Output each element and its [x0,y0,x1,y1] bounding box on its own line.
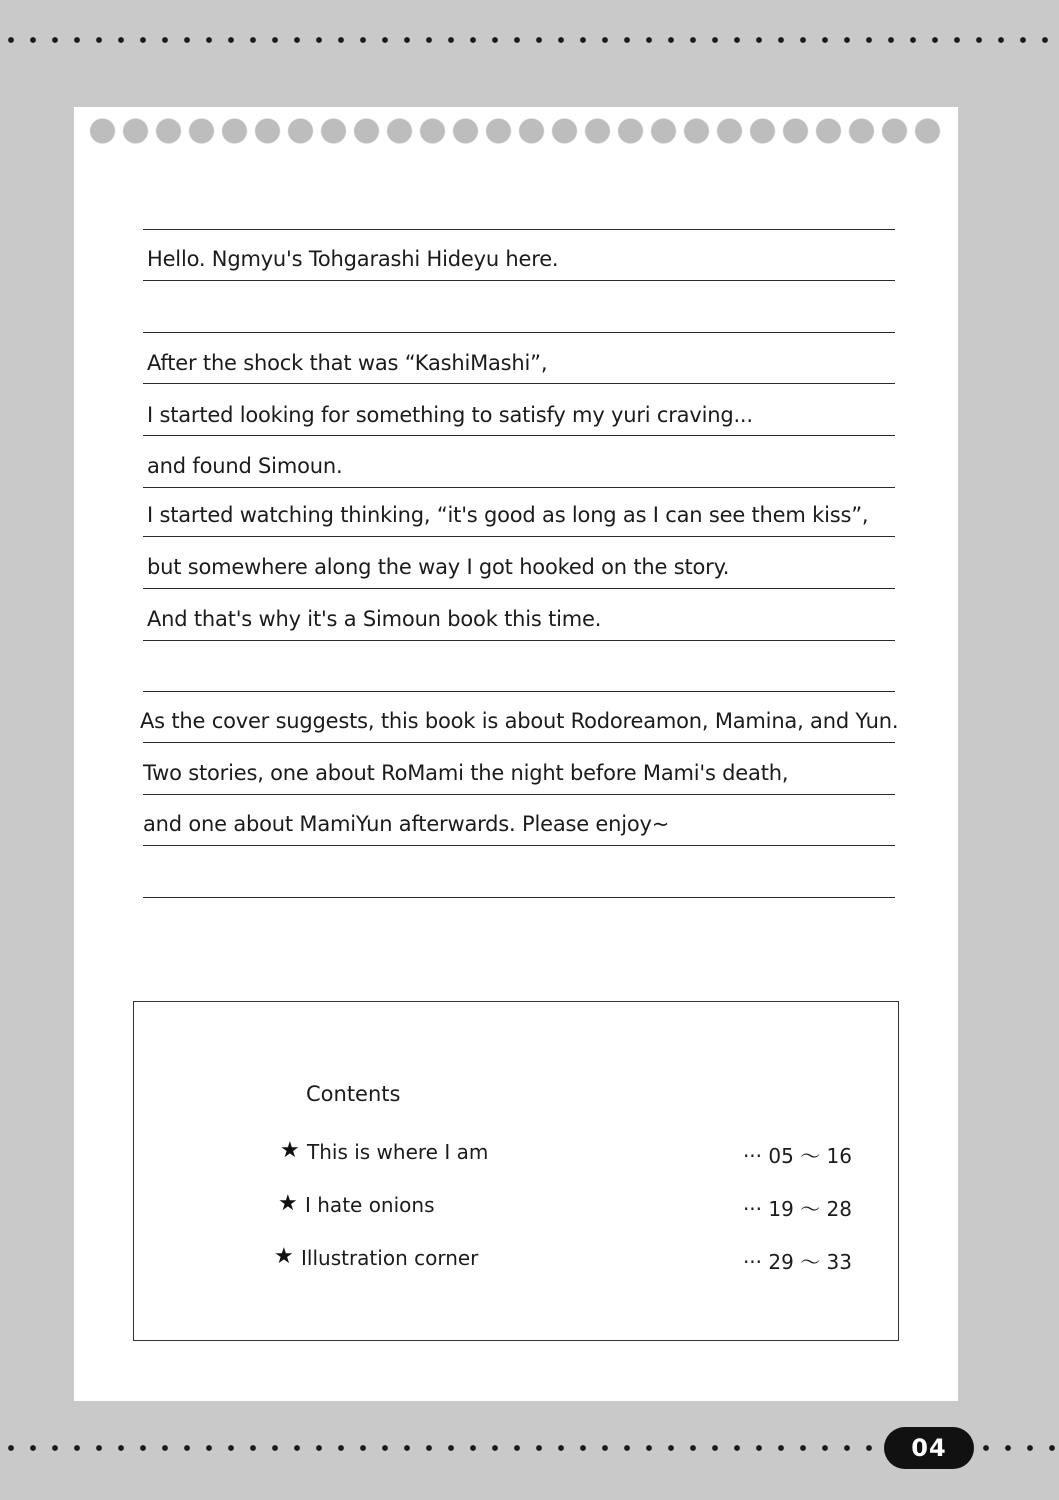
rule-line [143,845,895,846]
dotted-border-top [0,36,1059,44]
paragraph-line: and one about MamiYun afterwards. Please enjoy~ [143,812,670,836]
toc-entry[interactable] [280,1138,852,1168]
rule-line [143,487,895,488]
rule-line [143,383,895,384]
rule-line [143,640,895,641]
rule-line [143,588,895,589]
rule-line [143,435,895,436]
paragraph-line: As the cover suggests, this book is about Rodoreamon, Mamina, and Yun. [140,709,899,733]
toc-entry-pages: ··· 29 ～ 33 [742,1250,852,1274]
toc-entry-title: Illustration corner [301,1246,479,1270]
greeting-text: Hello. Ngmyu's Tohgarashi Hideyu here. [147,247,559,271]
notebook-page [74,107,958,1401]
contents-title: Contents [306,1082,401,1106]
toc-entry-title: This is where I am [307,1140,489,1164]
toc-entry[interactable] [274,1244,852,1274]
rule-line [143,691,895,692]
toc-entry-pages: ··· 05 ～ 16 [742,1144,852,1168]
paragraph-line: I started watching thinking, “it's good as long as I can see them kiss”, [147,503,869,527]
rule-line [143,742,895,743]
paragraph-line: and found Simoun. [147,454,343,478]
rule-line [143,332,895,333]
paragraph-line: After the shock that was “KashiMashi”, [147,351,548,375]
dotted-border-bottom [0,1444,880,1452]
star-icon: ★ [278,1191,298,1216]
toc-entry-title: I hate onions [305,1193,435,1217]
page-number-badge: 04 [884,1427,974,1469]
rule-line [143,794,895,795]
paragraph-line: Two stories, one about RoMami the night before Mami's death, [143,761,789,785]
rule-line [143,536,895,537]
rule-line [143,229,895,230]
table-of-contents [133,1001,899,1341]
rule-line [143,897,895,898]
binding-holes [86,117,946,145]
toc-entry-pages: ··· 19 ～ 28 [742,1197,852,1221]
paragraph-line: but somewhere along the way I got hooked on the story. [147,555,730,579]
paragraph-line: And that's why it's a Simoun book this time. [147,607,602,631]
star-icon: ★ [274,1244,294,1269]
rule-line [143,280,895,281]
star-icon: ★ [280,1138,300,1163]
dotted-border-bottom-right [975,1444,1059,1452]
paragraph-line: I started looking for something to satisfy my yuri craving... [147,403,753,427]
toc-entry[interactable] [278,1191,852,1221]
